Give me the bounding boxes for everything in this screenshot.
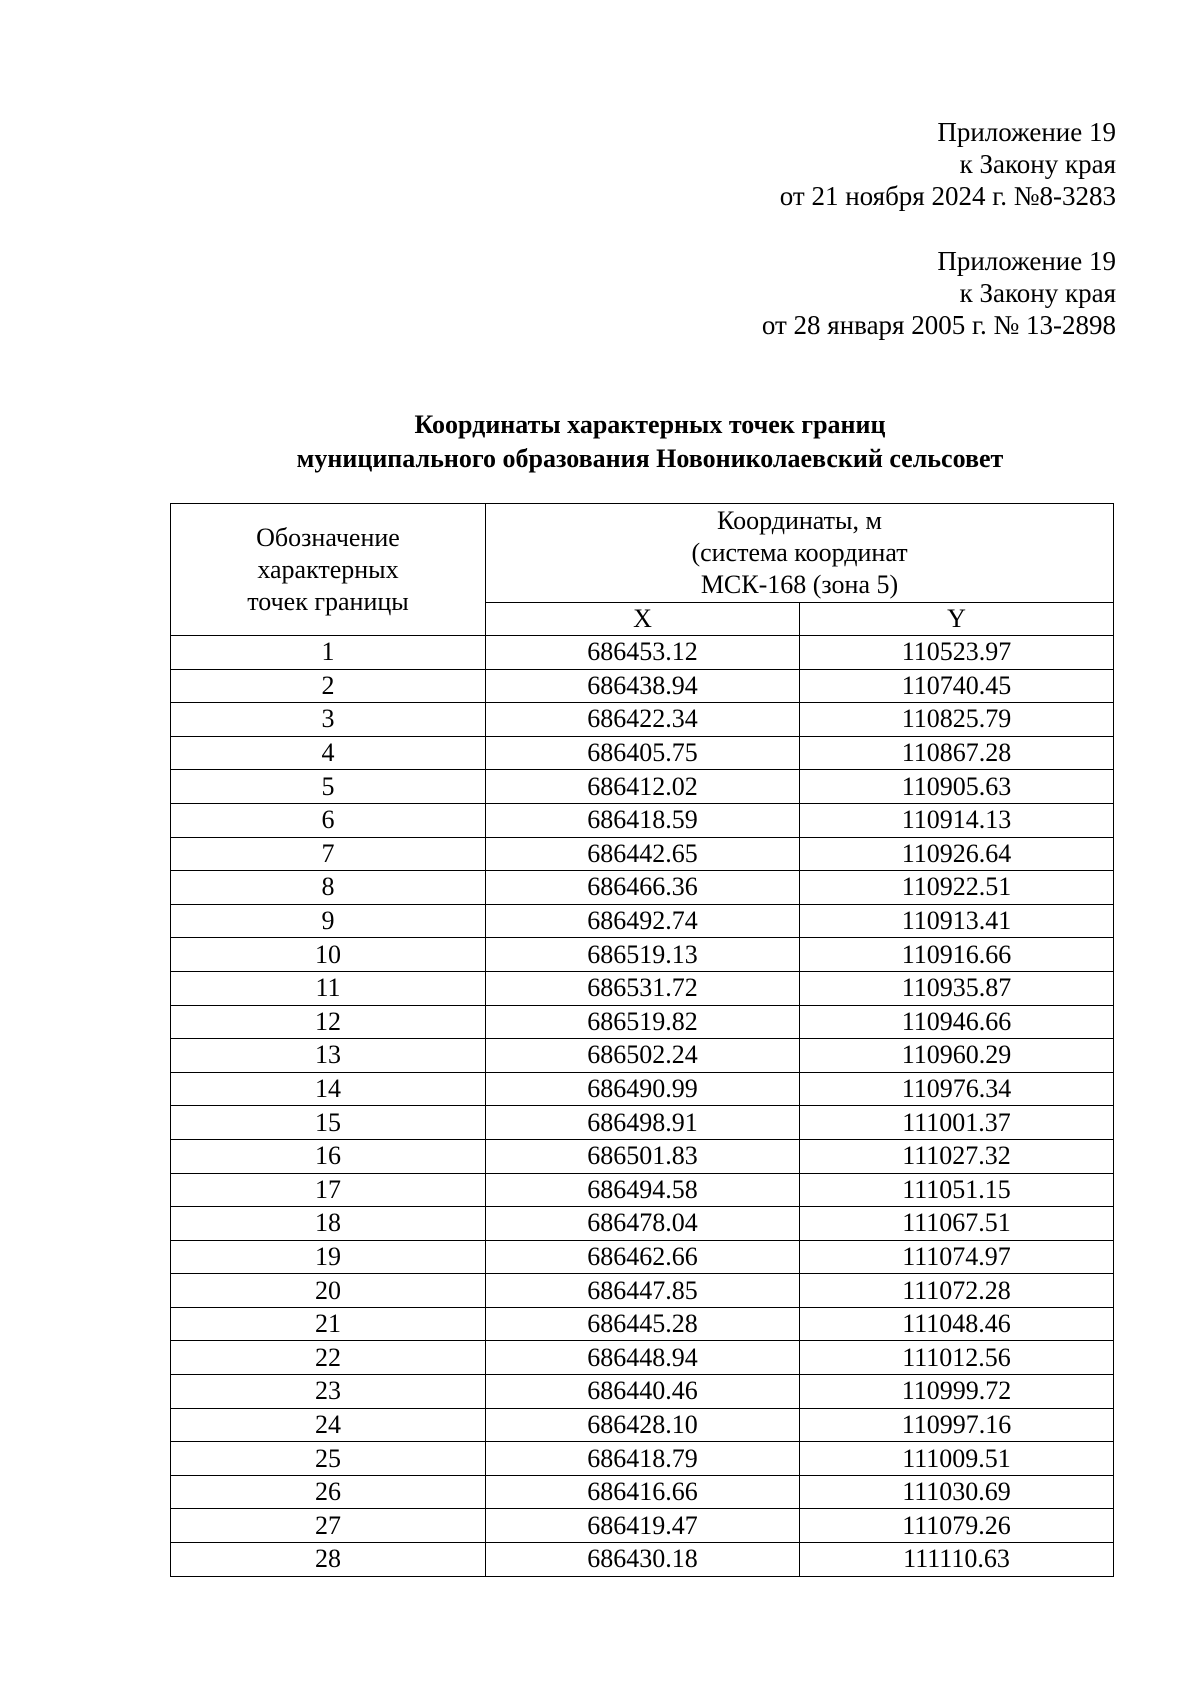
y-coordinate-cell: 111074.97 [800, 1240, 1114, 1274]
point-number-cell: 16 [171, 1139, 486, 1173]
table-row [171, 669, 1114, 703]
point-number-cell: 8 [171, 871, 486, 905]
table-row [171, 803, 1114, 837]
headnote-line: Приложение 19 [937, 117, 1116, 147]
y-coordinate-cell: 111001.37 [800, 1106, 1114, 1140]
point-number-cell: 23 [171, 1375, 486, 1409]
x-coordinate-cell: 686438.94 [486, 669, 800, 703]
x-coordinate-cell: 686519.13 [486, 938, 800, 972]
point-number-cell: 24 [171, 1408, 486, 1442]
point-number-cell: 1 [171, 636, 486, 670]
y-coordinate-cell: 110523.97 [800, 636, 1114, 670]
y-coordinate-cell: 111012.56 [800, 1341, 1114, 1375]
table-row [171, 736, 1114, 770]
x-coordinate-cell: 686418.59 [486, 803, 800, 837]
appendix-headnote-current [780, 116, 1116, 212]
x-coordinate-cell: 686490.99 [486, 1072, 800, 1106]
headnote-line: к Закону края [959, 278, 1116, 308]
x-coordinate-cell: 686447.85 [486, 1274, 800, 1308]
y-coordinate-cell: 110740.45 [800, 669, 1114, 703]
point-number-cell: 2 [171, 669, 486, 703]
x-coordinate-cell: 686501.83 [486, 1139, 800, 1173]
x-coordinate-cell: 686405.75 [486, 736, 800, 770]
point-number-cell: 18 [171, 1207, 486, 1241]
x-coordinate-cell: 686531.72 [486, 971, 800, 1005]
y-coordinate-cell: 110825.79 [800, 703, 1114, 737]
point-number-cell: 4 [171, 736, 486, 770]
y-coordinate-cell: 110935.87 [800, 971, 1114, 1005]
y-coordinate-cell: 110997.16 [800, 1408, 1114, 1442]
x-coordinate-cell: 686430.18 [486, 1543, 800, 1577]
x-coordinate-cell: 686428.10 [486, 1408, 800, 1442]
table-row [171, 1139, 1114, 1173]
x-coordinate-cell: 686445.28 [486, 1307, 800, 1341]
point-number-cell: 3 [171, 703, 486, 737]
table-row [171, 1442, 1114, 1476]
y-coordinate-cell: 111110.63 [800, 1543, 1114, 1577]
table-row [171, 770, 1114, 804]
point-number-cell: 25 [171, 1442, 486, 1476]
x-coordinate-cell: 686466.36 [486, 871, 800, 905]
y-coordinate-cell: 111048.46 [800, 1307, 1114, 1341]
y-coordinate-cell: 110914.13 [800, 803, 1114, 837]
headnote-line: Приложение 19 [937, 246, 1116, 276]
table-row [171, 837, 1114, 871]
point-number-cell: 26 [171, 1475, 486, 1509]
coordinates-header: Координаты, м (система координат МСК-168 (зона 5) [486, 504, 1114, 603]
point-number-cell: 14 [171, 1072, 486, 1106]
y-coordinate-cell: 110999.72 [800, 1375, 1114, 1409]
table-row [171, 1341, 1114, 1375]
appendix-headnote-original [762, 245, 1116, 341]
y-coordinate-cell: 110913.41 [800, 904, 1114, 938]
x-coordinate-cell: 686494.58 [486, 1173, 800, 1207]
point-number-cell: 15 [171, 1106, 486, 1140]
table-row [171, 1475, 1114, 1509]
x-coordinate-cell: 686478.04 [486, 1207, 800, 1241]
table-row [171, 1039, 1114, 1073]
y-coordinate-cell: 110960.29 [800, 1039, 1114, 1073]
x-coordinate-cell: 686422.34 [486, 703, 800, 737]
table-row [171, 1509, 1114, 1543]
point-number-cell: 5 [171, 770, 486, 804]
headnote-line: к Закону края [959, 149, 1116, 179]
title-line: муниципального образования Новониколаевский сельсовет [296, 444, 1004, 473]
table-row [171, 971, 1114, 1005]
x-coordinate-cell: 686502.24 [486, 1039, 800, 1073]
table-row [171, 871, 1114, 905]
x-column-header: X [486, 603, 800, 636]
y-coordinate-cell: 110946.66 [800, 1005, 1114, 1039]
point-number-cell: 9 [171, 904, 486, 938]
point-number-cell: 6 [171, 803, 486, 837]
table-body [171, 636, 1114, 1577]
y-coordinate-cell: 111067.51 [800, 1207, 1114, 1241]
point-number-cell: 13 [171, 1039, 486, 1073]
table-row [171, 1005, 1114, 1039]
point-number-cell: 12 [171, 1005, 486, 1039]
table-row [171, 938, 1114, 972]
x-coordinate-cell: 686462.66 [486, 1240, 800, 1274]
y-coordinate-cell: 111079.26 [800, 1509, 1114, 1543]
table-row [171, 1072, 1114, 1106]
table-row [171, 703, 1114, 737]
point-number-cell: 10 [171, 938, 486, 972]
table-row [171, 1173, 1114, 1207]
point-designation-header: Обозначение характерных точек границы [171, 504, 486, 636]
x-coordinate-cell: 686492.74 [486, 904, 800, 938]
table-row [171, 1274, 1114, 1308]
y-coordinate-cell: 110976.34 [800, 1072, 1114, 1106]
x-coordinate-cell: 686498.91 [486, 1106, 800, 1140]
table-row [171, 1375, 1114, 1409]
point-number-cell: 21 [171, 1307, 486, 1341]
point-number-cell: 11 [171, 971, 486, 1005]
headnote-line: от 28 января 2005 г. № 13-2898 [761, 310, 1116, 340]
y-coordinate-cell: 111030.69 [800, 1475, 1114, 1509]
point-number-cell: 17 [171, 1173, 486, 1207]
table-row [171, 1307, 1114, 1341]
table-row [171, 1240, 1114, 1274]
x-coordinate-cell: 686440.46 [486, 1375, 800, 1409]
point-number-cell: 19 [171, 1240, 486, 1274]
x-coordinate-cell: 686442.65 [486, 837, 800, 871]
y-coordinate-cell: 111072.28 [800, 1274, 1114, 1308]
y-coordinate-cell: 110926.64 [800, 837, 1114, 871]
table-row [171, 1207, 1114, 1241]
point-number-cell: 22 [171, 1341, 486, 1375]
x-coordinate-cell: 686416.66 [486, 1475, 800, 1509]
y-column-header: Y [800, 603, 1114, 636]
y-coordinate-cell: 111051.15 [800, 1173, 1114, 1207]
x-coordinate-cell: 686418.79 [486, 1442, 800, 1476]
x-coordinate-cell: 686448.94 [486, 1341, 800, 1375]
point-number-cell: 7 [171, 837, 486, 871]
point-number-cell: 27 [171, 1509, 486, 1543]
x-coordinate-cell: 686419.47 [486, 1509, 800, 1543]
x-coordinate-cell: 686453.12 [486, 636, 800, 670]
x-coordinate-cell: 686519.82 [486, 1005, 800, 1039]
coordinates-table [170, 503, 1114, 1577]
y-coordinate-cell: 111027.32 [800, 1139, 1114, 1173]
table-row [171, 904, 1114, 938]
point-number-cell: 28 [171, 1543, 486, 1577]
table-row [171, 1106, 1114, 1140]
y-coordinate-cell: 111009.51 [800, 1442, 1114, 1476]
title-line: Координаты характерных точек границ [414, 410, 886, 439]
y-coordinate-cell: 110867.28 [800, 736, 1114, 770]
headnote-line: от 21 ноября 2024 г. №8-3283 [779, 181, 1116, 211]
table-row [171, 1408, 1114, 1442]
y-coordinate-cell: 110922.51 [800, 871, 1114, 905]
point-number-cell: 20 [171, 1274, 486, 1308]
x-coordinate-cell: 686412.02 [486, 770, 800, 804]
document-title [150, 408, 1150, 476]
y-coordinate-cell: 110916.66 [800, 938, 1114, 972]
y-coordinate-cell: 110905.63 [800, 770, 1114, 804]
table-row [171, 636, 1114, 670]
table-row [171, 1543, 1114, 1577]
